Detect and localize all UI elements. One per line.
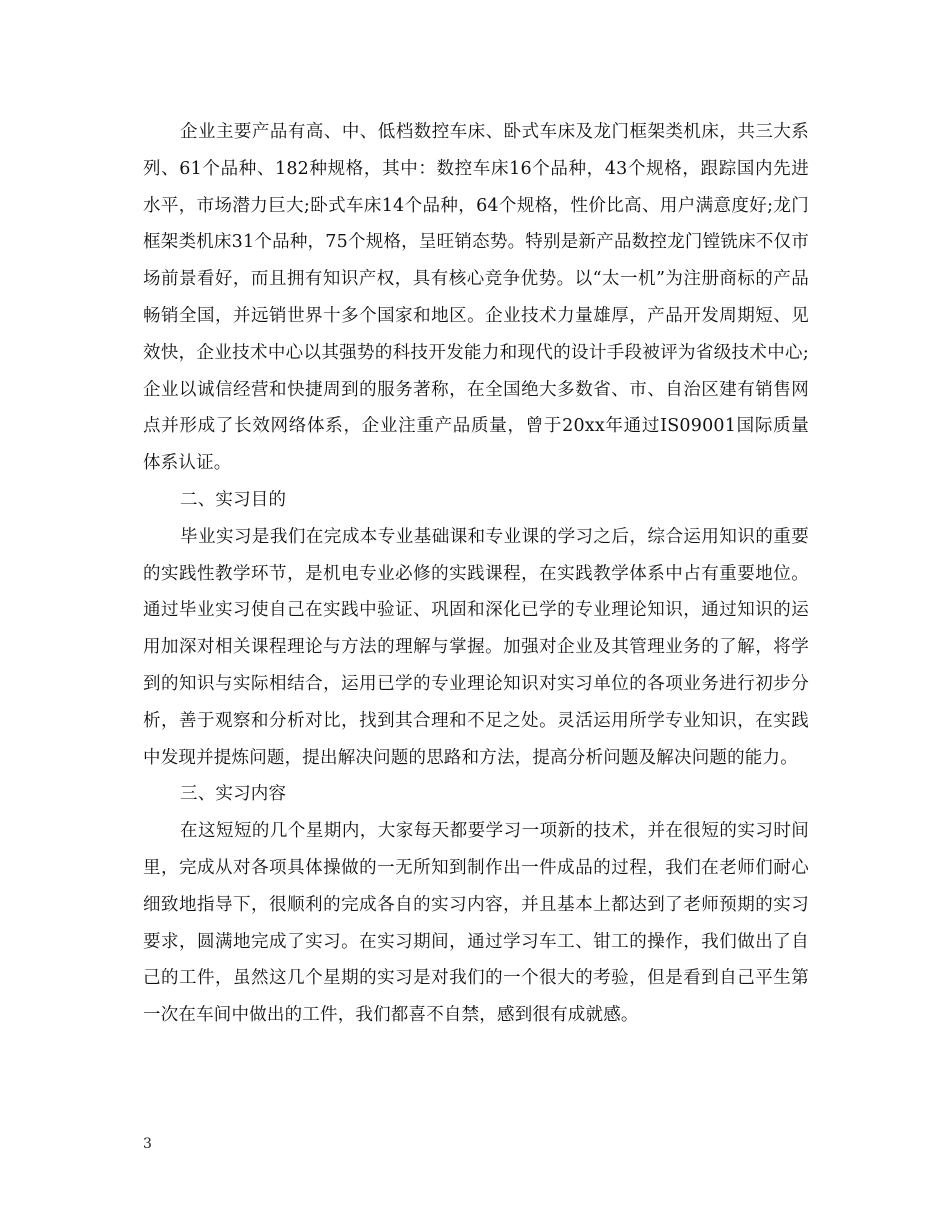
heading-internship-content: 三、实习内容 — [180, 784, 287, 805]
paragraph-internship-purpose: 毕业实习是我们在完成本专业基础课和专业课的学习之后，综合运用知识的重要的实践性教学环节，是机电专业必修的实践课程，在实践教学体系中占有重要地位。通过毕业实习使自己在实践中验证、巩固和深化已学的专业理论知识，通过知识的运用加深对相关课程理论与方法的理解与掌握。加强对企业及其管理业务的了解，将学到的知识与实际相结合，运用已学的专业理论知识对实习单位的各项业务进行初步分析，善于观察和分析对比，找到其合理和不足之处。灵活运用所学专业知识，在实践中发现并提炼问题，提出解决问题的思路和方法，提高分析问题及解决问题的能力。 — [143, 526, 809, 768]
paragraph-internship-content: 在这短短的几个星期内，大家每天都要学习一项新的技术，并在很短的实习时间里，完成从对各项具体操做的一无所知到制作出一件成品的过程，我们在老师们耐心细致地指导下，很顺利的完成各自的实习内容，并且基本上都达到了老师预期的实习要求，圆满地完成了实习。在实习期间，通过学习车工、钳工的操作，我们做出了自己的工件，虽然这几个星期的实习是对我们的一个很大的考验，但是看到自己平生第一次在车间中做出的工件，我们都喜不自禁，感到很有成就感。 — [143, 821, 809, 1026]
paragraph-company-products: 企业主要产品有高、中、低档数控车床、卧式车床及龙门框架类机床，共三大系列、61个品种、182种规格，其中：数控车床16个品种，43个规格，跟踪国内先进水平，市场潜力巨大;卧式车床14个品种，64个规格，性价比高、用户满意度好;龙门框架类机床31个品种，75个规格，呈旺销态势。特别是新产品数控龙门镗铣床不仅市场前景看好，而且拥有知识产权，具有核心竞争优势。以“太一机”为注册商标的产品畅销全国，并远销世界十多个国家和地区。企业技术力量雄厚，产品开发周期短、见效快，企业技术中心以其强势的科技开发能力和现代的设计手段被评为省级技术中心;企业以诚信经营和快捷周到的服务著称，在全国绝大多数省、市、自治区建有销售网点并形成了长效网络体系，企业注重产品质量，曾于20xx年通过IS09001国际质量体系认证。 — [143, 122, 809, 474]
heading-internship-purpose: 二、实习目的 — [180, 489, 287, 510]
page-number: 3 — [143, 1136, 152, 1152]
document-body — [143, 114, 809, 1034]
